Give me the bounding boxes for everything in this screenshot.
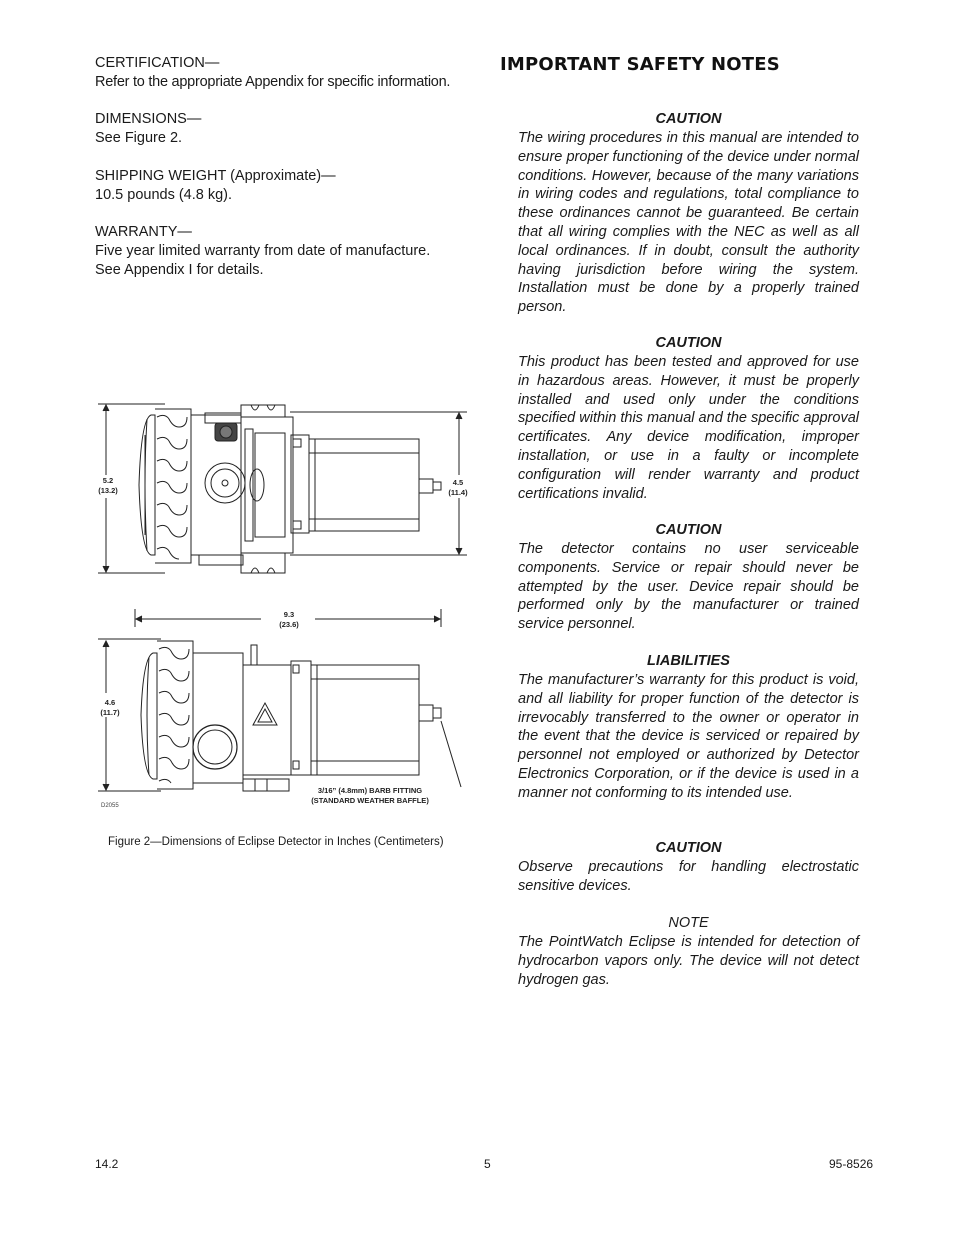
note-text: The PointWatch Eclipse is intended for detection of hydrocarbon vapors only. The device will not detect hydrogen gas. — [518, 934, 859, 988]
safety-note — [518, 839, 859, 896]
shipping-weight-body: 10.5 pounds (4.8 kg). — [95, 187, 233, 203]
certification-heading: CERTIFICATION— — [95, 55, 220, 71]
certification-spec — [95, 54, 485, 92]
safety-note — [518, 521, 859, 634]
callout-line2: (STANDARD WEATHER BAFFLE) — [311, 796, 429, 805]
certification-body: Refer to the appropriate Appendix for specific information. — [95, 74, 451, 90]
note-text: The wiring procedures in this manual are intended to ensure proper functioning of the device under normal conditions. However, because of the many variations in wiring codes and regulations, total compliance to these ordinances cannot be guaranteed. Be certain that all wiring complies with the NEC as well as all local ordinances. If in doubt, consult the authority having jurisdiction before wiring the system. Installation must be done by a properly trained person. — [518, 130, 859, 316]
warranty-line1: Five year limited warranty from date of manufacture. — [95, 243, 431, 259]
dimensions-heading: DIMENSIONS— — [95, 111, 202, 127]
note-heading: NOTE — [668, 915, 709, 931]
dimensions-spec — [95, 110, 485, 148]
note-text: This product has been tested and approved for use in hazardous areas. However, it must be properly installed and used only under the conditions specified within this manual and the specific approval certificates. Any device modification, improper installation, or use in a faulty or incomplete configuration will render warranty and product certifications invalid. — [518, 354, 859, 502]
note-heading: CAUTION — [655, 111, 722, 127]
callout-line1: 3/16” (4.8mm) BARB FITTING — [317, 786, 423, 795]
warranty-spec — [95, 223, 485, 280]
side-length-dim: 9.3 — [283, 610, 295, 619]
info-note — [518, 914, 859, 989]
top-right-dim: 4.5 — [452, 478, 464, 487]
note-heading: CAUTION — [655, 335, 722, 351]
shipping-weight-spec — [95, 167, 485, 205]
liabilities-note — [518, 652, 859, 803]
note-text: The manufacturer’s warranty for this product is void, and all liability for proper function of the detector is irrevocably transferred to the owner or operator in the event that the device is serviced or repaired by personnel not employed or authorized by Detector Electronics Corporation, or if the device is used in a manner not conforming to its intended use. — [518, 672, 859, 801]
note-heading: CAUTION — [655, 840, 722, 856]
footer-revision: 14.2 — [95, 1157, 119, 1171]
note-heading: LIABILITIES — [647, 653, 730, 669]
drawing-id: D2055 — [101, 803, 119, 809]
safety-note — [518, 334, 859, 503]
footer-page-number: 5 — [484, 1157, 491, 1171]
top-left-dim: 5.2 — [102, 476, 114, 485]
figure-caption: Figure 2—Dimensions of Eclipse Detector in Inches (Centimeters) — [108, 836, 444, 848]
footer-doc-number: 95-8526 — [829, 1157, 874, 1171]
warranty-line2: See Appendix I for details. — [95, 262, 264, 278]
shipping-weight-heading: SHIPPING WEIGHT (Approximate)— — [95, 168, 336, 184]
note-text: Observe precautions for handling electrostatic sensitive devices. — [518, 859, 859, 894]
note-heading: CAUTION — [655, 522, 722, 538]
safety-note — [518, 110, 859, 317]
dimensions-body: See Figure 2. — [95, 130, 183, 146]
side-height-dim: 4.6 — [104, 698, 116, 707]
top-left-dim-cm: (13.2) — [98, 486, 118, 495]
warranty-heading: WARRANTY— — [95, 224, 192, 240]
note-text: The detector contains no user serviceable components. Service or repair should never be attempted by the user. Device repair should be performed only by the manufacturer or trained service personnel. — [518, 541, 859, 633]
safety-title: IMPORTANT SAFETY NOTES — [500, 54, 780, 75]
detector-dimension-figure — [95, 395, 475, 820]
top-right-dim-cm: (11.4) — [448, 488, 468, 497]
side-height-dim-cm: (11.7) — [100, 708, 120, 717]
side-length-dim-cm: (23.6) — [279, 620, 299, 629]
